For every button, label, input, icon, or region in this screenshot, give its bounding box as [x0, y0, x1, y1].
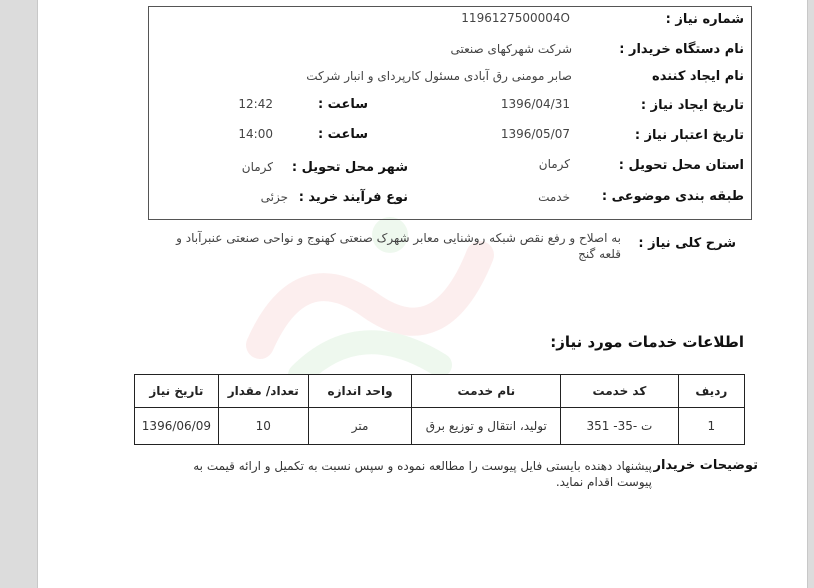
creator-value: صابر مومنی رق آبادی مسئول کارپردای و انبار شرکت: [306, 69, 572, 83]
left-gutter: [0, 0, 38, 588]
services-header-row: [135, 375, 745, 408]
valid-time-label: ساعت :: [317, 127, 368, 142]
header-service-code: کد خدمت: [561, 375, 678, 408]
process-label: نوع فرآیند خرید :: [298, 190, 408, 205]
need-info-box: [148, 6, 752, 220]
created-time-label: ساعت :: [317, 97, 368, 112]
valid-time-value: 14:00: [238, 127, 273, 141]
cell-quantity: 10: [218, 408, 308, 445]
description-label: شرح کلی نیاز :: [638, 236, 736, 251]
province-value: کرمان: [538, 157, 570, 171]
buyer-notes-label: توضیحات خریدار: [653, 458, 758, 473]
right-scroll-gutter[interactable]: [807, 0, 814, 588]
services-table: [134, 374, 745, 445]
watermark-logo-icon: [240, 195, 500, 395]
header-quantity: تعداد/ مقدار: [218, 375, 308, 408]
city-label: شهر محل تحویل :: [291, 160, 408, 175]
category-value: خدمت: [538, 190, 570, 204]
valid-date-value: 1396/05/07: [500, 127, 570, 141]
cell-service-code: ت -35- 351: [561, 408, 678, 445]
process-value: جزئی: [260, 190, 288, 204]
cell-row-number: 1: [678, 408, 744, 445]
city-value: کرمان: [241, 160, 273, 174]
province-label: استان محل تحویل :: [618, 158, 744, 173]
category-label: طبقه بندی موضوعی :: [601, 189, 744, 204]
buyer-notes-line-2: پیوست اقدام نماید.: [555, 475, 652, 489]
buyer-notes-line-1: پیشنهاد دهنده بایستی فایل پیوست را مطالعه نموده و سپس نسبت به تکمیل و ارائه قیمت به: [193, 459, 652, 473]
cell-need-date: 1396/06/09: [135, 408, 219, 445]
valid-date-label: تاریخ اعتبار نیاز :: [634, 128, 744, 143]
header-row-number: ردیف: [678, 375, 744, 408]
cell-unit: متر: [308, 408, 412, 445]
buyer-label: نام دستگاه خریدار :: [619, 42, 744, 57]
cell-service-name: تولید، انتقال و توزیع برق: [412, 408, 561, 445]
created-date-label: تاریخ ایجاد نیاز :: [640, 98, 744, 113]
header-need-date: تاریخ نیاز: [135, 375, 219, 408]
created-time-value: 12:42: [238, 97, 273, 111]
header-service-name: نام خدمت: [412, 375, 561, 408]
creator-label: نام ایجاد کننده: [652, 69, 744, 84]
description-line-1: به اصلاح و رفع نقص شبکه روشنایی معابر شهرک صنعتی کهنوج و نواحی صنعتی عنبرآباد و: [176, 231, 621, 245]
buyer-value: شرکت شهرکهای صنعتی: [450, 42, 572, 56]
need-number-value: 1196127500004O: [461, 11, 570, 25]
services-section-title: اطلاعات خدمات مورد نیاز:: [550, 333, 744, 351]
created-date-value: 1396/04/31: [500, 97, 570, 111]
description-line-2: قلعه گنج: [578, 247, 621, 261]
table-row: [135, 408, 745, 445]
need-number-label: شماره نیاز :: [665, 12, 744, 27]
header-unit: واحد اندازه: [308, 375, 412, 408]
